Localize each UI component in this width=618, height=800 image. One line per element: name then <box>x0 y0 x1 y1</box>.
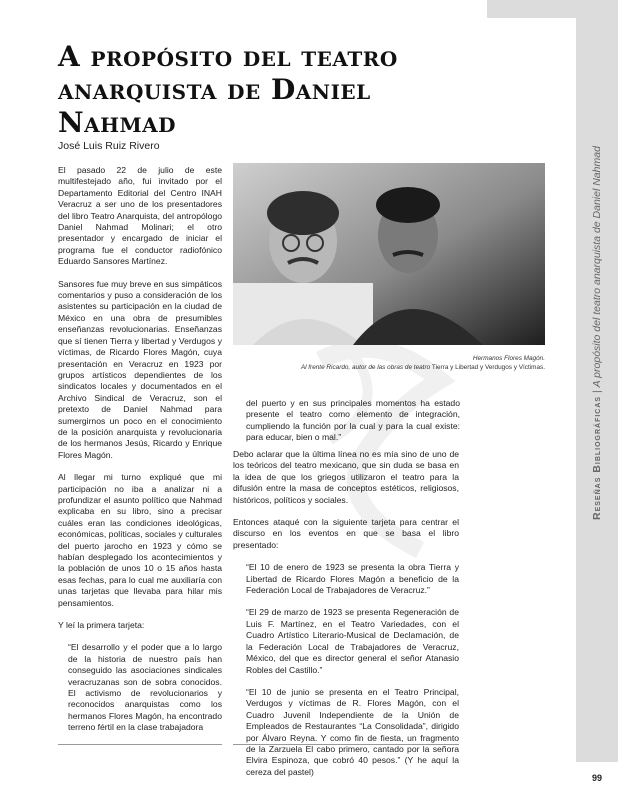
paragraph: Al llegar mi turno expliqué que mi participación no iba a analizar ni a profundizar el asunto político que Nahmad explicaba en su libro, sino a precisar cuáles eran las condiciones ideológicas, económicas, políticas, sociales y culturales del puerto jarocho en 1923 y cómo se habían desplegado los acontecimientos y la población de unos 10 o 15 años hasta esas fechas, para lo cual me auxiliaría con unas tarjetas que llevaba para hilar mis pensamientos. <box>58 472 222 608</box>
block-quote: “El desarrollo y el poder que a lo largo de la historia de nuestro país han conseguido las asociaciones sindicales veracruzanas son de sobra conocidos. El activismo de revolucionarios y reconocidos anarquistas como los hermanos Flores Magón, ha encontrado terreno fértil en la clase trabajadora <box>68 642 222 733</box>
running-header-vertical <box>586 0 608 520</box>
right-quote-continuation <box>246 398 460 455</box>
block-quote: “El 29 de marzo de 1923 se presenta Regeneración de Luis F. Martínez, en el Teatro Variedades, con el Cuadro Artístico Literario-Musical de Declamación, de la Federación Local de Trabajadores de Veracruz, México, del que es director general el señor Atanasio Robles del Castillo.” <box>246 607 459 675</box>
figure-caption <box>233 354 545 372</box>
page-number: 99 <box>591 773 602 783</box>
divider <box>233 744 459 745</box>
block-quote-cont: del puerto y en sus principales momentos ha estado presente el teatro como elemento de integración, cumpliendo la función por la cual y para la cual existe: para educar, bien o mal.” <box>246 398 460 443</box>
article-title: A propósito del teatro anarquista de Daniel Nahmad <box>58 40 398 139</box>
caption-line2 <box>233 363 545 372</box>
block-quote: “El 10 de enero de 1923 se presenta la obra Tierra y Libertad de Ricardo Flores Magón a beneficio de la Federación Local de Trabajadores de Veracruz.” <box>246 562 459 596</box>
block-quote: “El 10 de junio se presenta en el Teatro Principal, Verdugos y víctimas de R. Flores Magón, con el Cuadro Juvenil Independiente de la Unión de Empleados de Restaurantes “La Consolidada”, dirigido por Álvaro Reyna. Y como fin de fiesta, un fragmento de la Zarzuela El cabo primero, cantado por la señora Elvira Espinoza, que cobró 40 pesos.” (Y he aquí la cereza del pastel) <box>246 686 459 777</box>
separator: | <box>591 387 603 396</box>
right-column <box>233 449 459 789</box>
section-name: Reseñas Bibliográficas <box>591 395 603 520</box>
author-name: José Luis Ruiz Rivero <box>58 140 160 152</box>
left-column <box>58 165 222 745</box>
caption-line2-italic: Al frente Ricardo, autor de las obras de teatro <box>300 364 432 371</box>
paragraph: Sansores fue muy breve en sus simpáticos comentarios y puso a consideración de los asistentes su participación en la ciudad de México en una obra de presumibles enseñanzas revolucionarias. Enseñanzas que sí tienen Tierra y libertad y Verdugos y víctimas, de Ricardo Flores Magón, cuya presentación en Veracruz en 1923 por grupos artísticos dependientes de los sindicatos locales y documentados en el Archivo Sindical de Veracruz, son el pretexto de Daniel Nahmad para sumergirnos un poco en el conocimiento de la posición anarquista y revolucionaria de los hermanos Jesús, Ricardo y Enrique Flores Magón. <box>58 278 222 460</box>
divider <box>58 744 222 745</box>
photo-flores-magon-brothers <box>233 163 545 345</box>
paragraph: Y leí la primera tarjeta: <box>58 620 145 631</box>
paragraph: El pasado 22 de julio de este multifestejado año, fui invitado por el Departamento Editorial del Centro INAH Veracruz a ser uno de los presentadores del libro Teatro Anarquista, del antropólogo Daniel Nahmad Molinari; el otro presentador y encargado de iniciar el programa fue el conductor radiofónico Eduardo Sansores Martínez. <box>58 165 222 267</box>
paragraph: Entonces ataqué con la siguiente tarjeta para centrar el discurso en los eventos en que se basa el libro presentado: <box>233 517 459 550</box>
caption-line2-rest: Tierra y Libertad y Verdugos y Víctimas. <box>431 364 545 371</box>
running-title: A propósito del teatro anarquista de Daniel Nahmad <box>591 146 603 388</box>
photo-illustration <box>233 163 545 345</box>
paragraph: Debo aclarar que la última línea no es mía sino de uno de los teóricos del teatro mexicano, que sin duda se basa en la idea de que los griegos utilizaron el teatro para la difusión entre la masa de conceptos estéticos, religiosos, históricos, políticos y sociales. <box>233 449 459 505</box>
caption-line1: Hermanos Flores Magón. <box>472 355 545 362</box>
